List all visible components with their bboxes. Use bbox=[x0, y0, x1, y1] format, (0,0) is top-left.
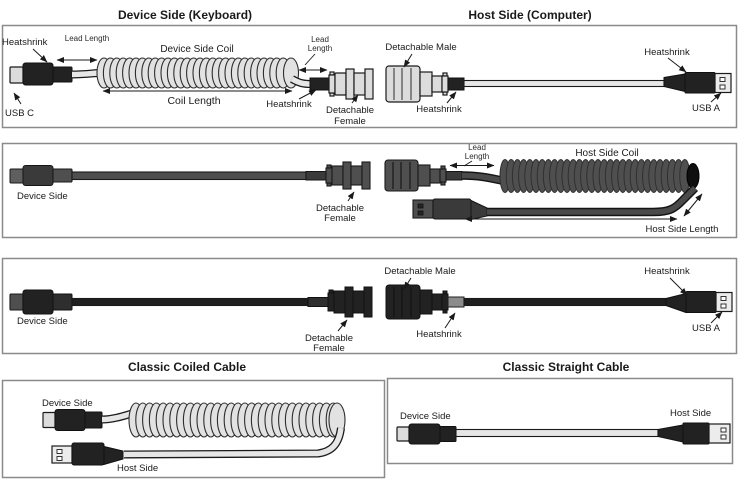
usb-a-overmold bbox=[685, 73, 715, 94]
female-flange bbox=[345, 287, 353, 317]
label-device-side: Device Side bbox=[17, 316, 68, 327]
host-straight-cable bbox=[464, 81, 664, 87]
label-host-side-coil: Host Side Coil bbox=[575, 148, 639, 159]
usb-c-connector bbox=[43, 410, 102, 431]
heatshrink-after-male bbox=[446, 172, 462, 181]
label-host-side-length: Host Side Length bbox=[645, 224, 719, 235]
heatshrink-before-female bbox=[306, 172, 326, 181]
usb-c-overmold bbox=[23, 166, 53, 186]
label-device-side: Device Side bbox=[42, 398, 93, 409]
usb-c-plug-tip bbox=[10, 294, 23, 310]
usb-c-connector bbox=[397, 424, 456, 444]
usb-c-heatshrink bbox=[85, 412, 102, 428]
device-side-coil bbox=[97, 58, 290, 88]
device-lead-cable bbox=[72, 73, 98, 75]
label-lead-length-left: Lead Length bbox=[64, 34, 110, 43]
usb-c-plug-tip bbox=[10, 169, 23, 183]
male-ring bbox=[442, 76, 448, 92]
label-lead-2: Length bbox=[464, 152, 490, 161]
usb-a-overmold bbox=[72, 443, 104, 465]
usb-c-plug-tip bbox=[397, 427, 409, 441]
host-cable-black bbox=[464, 299, 686, 306]
male-ring bbox=[442, 294, 448, 310]
usb-c-plug-tip bbox=[10, 67, 23, 83]
usb-a-shell bbox=[709, 424, 730, 443]
label-device-side: Device Side bbox=[17, 191, 68, 202]
label-detachable-female-1: Detachable bbox=[325, 105, 375, 116]
host-side-coil bbox=[500, 160, 690, 193]
usb-c-connector-dark bbox=[10, 166, 72, 186]
label-usb-c: USB C bbox=[5, 108, 35, 119]
female-ring bbox=[328, 293, 334, 311]
usb-c-overmold bbox=[23, 290, 53, 314]
female-flange bbox=[346, 69, 354, 99]
heatshrink-after-male bbox=[448, 78, 464, 90]
female-mating-face bbox=[364, 287, 372, 317]
title-device-side-keyboard: Device Side (Keyboard) bbox=[117, 8, 253, 22]
label-device-side-coil: Device Side Coil bbox=[160, 44, 234, 55]
label-detachable-female-1: Detachable bbox=[315, 203, 365, 214]
label-heatshrink-after-male: Heatshrink bbox=[416, 329, 462, 340]
title-classic-straight: Classic Straight Cable bbox=[502, 360, 630, 374]
label-usb-a: USB A bbox=[692, 323, 720, 334]
label-host-side: Host Side bbox=[670, 408, 712, 419]
device-cable-dark bbox=[72, 172, 306, 180]
label-detachable-male: Detachable Male bbox=[384, 266, 456, 277]
female-mating-face bbox=[362, 162, 370, 189]
male-barrel bbox=[386, 285, 420, 319]
usb-a-overmold bbox=[433, 199, 471, 219]
female-flange bbox=[343, 162, 351, 189]
label-heatshrink-after-male: Heatshrink bbox=[416, 104, 462, 115]
female-ring bbox=[326, 168, 332, 183]
female-mating-face bbox=[365, 69, 373, 99]
usb-c-heatshrink bbox=[440, 427, 456, 442]
label-heatshrink-usbc: Heatshrink bbox=[2, 37, 48, 48]
female-ring bbox=[329, 75, 335, 93]
title-classic-coiled: Classic Coiled Cable bbox=[127, 360, 247, 374]
label-lead-1: Lead bbox=[468, 143, 486, 152]
title-host-side-computer: Host Side (Computer) bbox=[468, 8, 592, 22]
heatshrink-before-female bbox=[308, 298, 328, 307]
label-detachable-male: Detachable Male bbox=[385, 42, 457, 53]
usb-a-overmold bbox=[683, 423, 709, 444]
label-usb-a: USB A bbox=[692, 103, 720, 114]
straight-cable bbox=[456, 430, 658, 437]
usb-c-plug-tip bbox=[43, 413, 55, 428]
heatshrink-after-male bbox=[448, 297, 464, 307]
device-cable-black bbox=[72, 299, 308, 306]
usb-c-heatshrink bbox=[53, 169, 72, 182]
classic-coil bbox=[129, 403, 340, 437]
label-detachable-female-2: Female bbox=[324, 213, 356, 224]
usb-a-shell bbox=[715, 74, 731, 93]
heatshrink-before-female bbox=[310, 78, 329, 90]
label-heatshrink-before-female: Heatshrink bbox=[266, 99, 312, 110]
usb-c-overmold bbox=[55, 410, 85, 431]
label-detachable-female-2: Female bbox=[334, 116, 366, 127]
usb-c-overmold bbox=[409, 424, 440, 444]
detachable-female-connector bbox=[329, 69, 373, 99]
usb-a-overmold bbox=[686, 292, 716, 313]
usb-a-shell bbox=[716, 293, 732, 312]
usb-c-overmold bbox=[23, 63, 53, 85]
label-coil-length: Coil Length bbox=[167, 95, 221, 107]
label-heatshrink-usba: Heatshrink bbox=[644, 266, 690, 277]
label-lead-right-1: Lead bbox=[311, 35, 329, 44]
label-lead-right-2: Length bbox=[307, 44, 333, 53]
label-heatshrink-usba: Heatshrink bbox=[644, 47, 690, 58]
usb-c-heatshrink bbox=[53, 67, 72, 82]
host-coil-end-opening bbox=[687, 164, 699, 189]
male-ring bbox=[440, 169, 446, 182]
label-detachable-female-2: Female bbox=[313, 343, 345, 354]
male-barrel bbox=[386, 66, 420, 102]
usb-c-heatshrink bbox=[53, 294, 72, 310]
label-device-side: Device Side bbox=[400, 411, 451, 422]
label-detachable-female-1: Detachable bbox=[304, 333, 354, 344]
label-host-side: Host Side bbox=[117, 463, 159, 474]
usb-c-connector-black bbox=[10, 290, 72, 314]
